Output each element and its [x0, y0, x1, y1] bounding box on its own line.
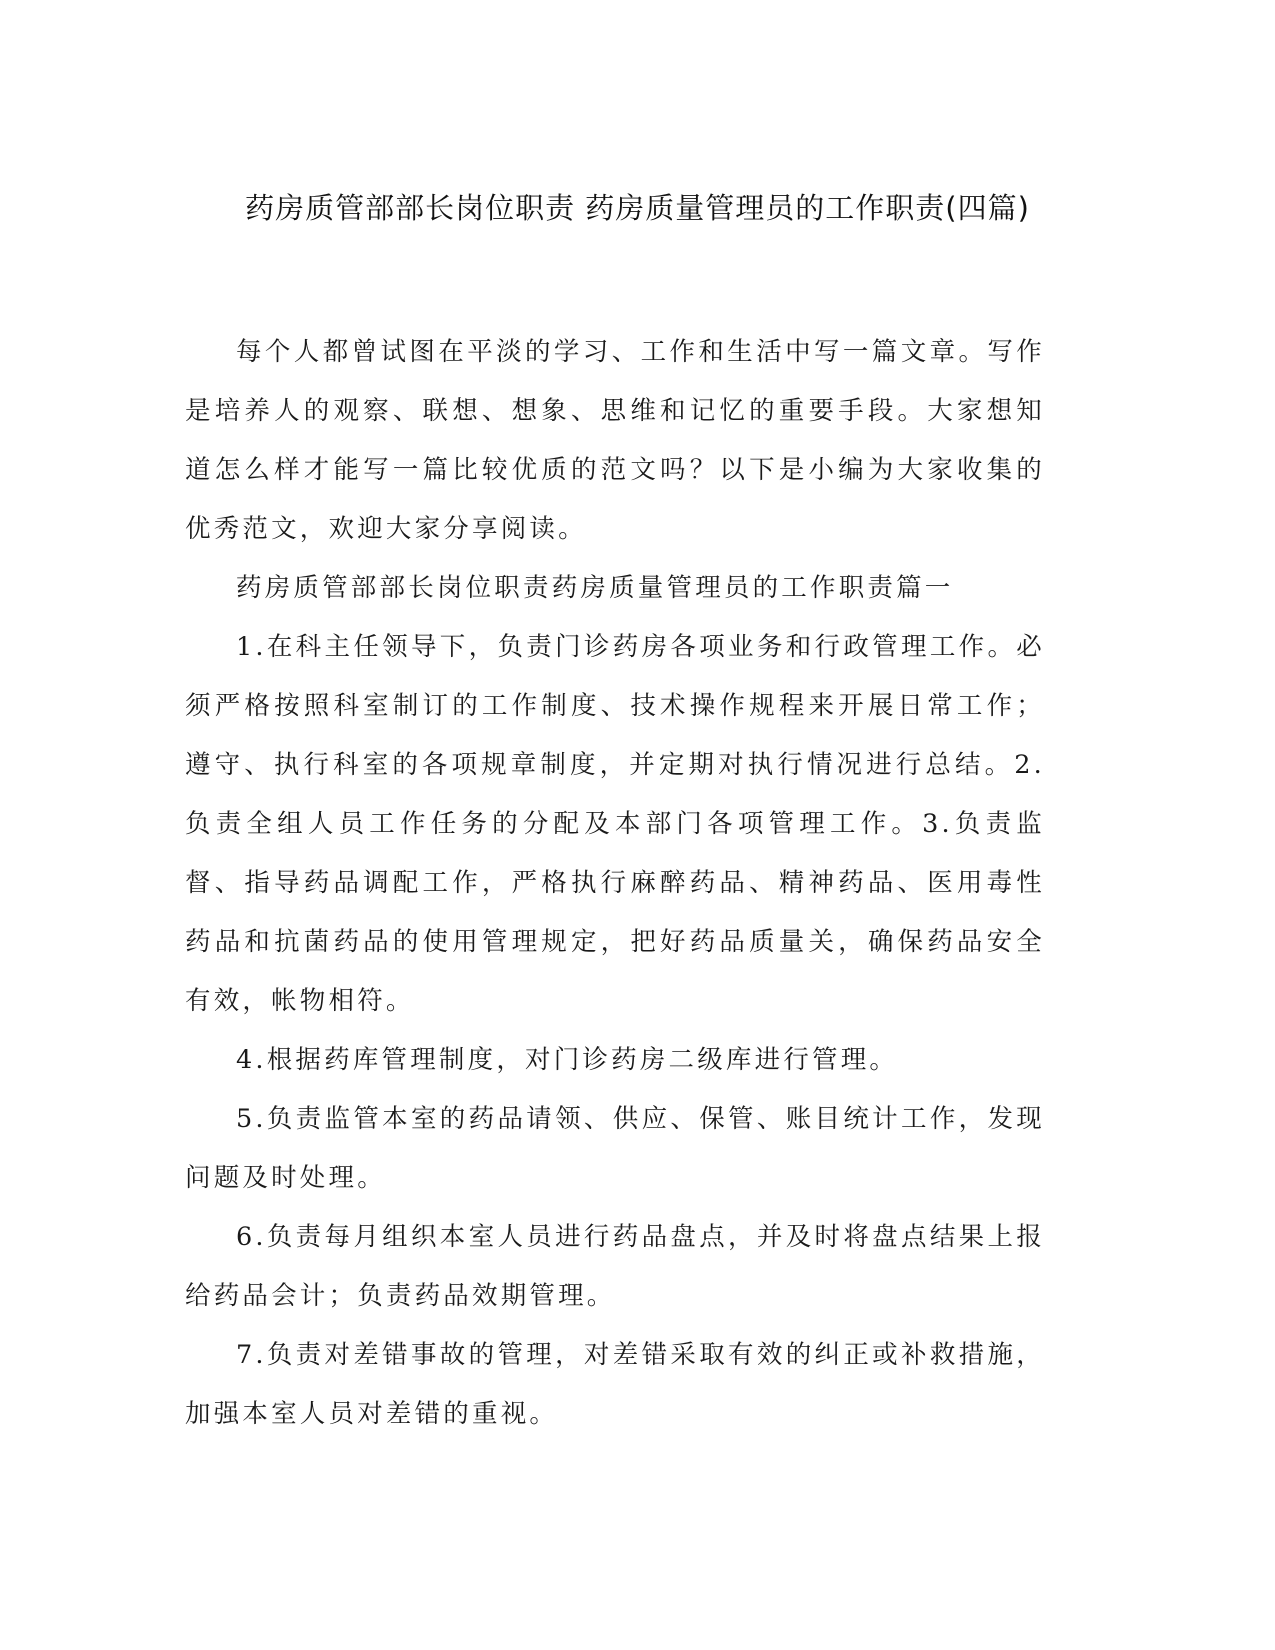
- duty-paragraph-1-3: 1.在科主任领导下，负责门诊药房各项业务和行政管理工作。必须严格按照科室制订的工作制度、技术操作规程来开展日常工作；遵守、执行科室的各项规章制度，并定期对执行情况进行总结。2.负责全组人员工作任务的分配及本部门各项管理工作。3.负责监督、指导药品调配工作，严格执行麻醉药品、精神药品、医用毒性药品和抗菌药品的使用管理规定，把好药品质量关，确保药品安全有效，帐物相符。: [185, 632, 1045, 1016]
- section-heading-paragraph: 药房质管部部长岗位职责药房质量管理员的工作职责篇一: [236, 573, 954, 603]
- duty-paragraph-7: 7.负责对差错事故的管理，对差错采取有效的纠正或补救措施，加强本室人员对差错的重视。: [185, 1340, 1045, 1429]
- duty-paragraph-4: 4.根据药库管理制度，对门诊药房二级库进行管理。: [236, 1045, 899, 1075]
- document-body: [185, 323, 1045, 1444]
- document-title: 药房质管部部长岗位职责 药房质量管理员的工作职责(四篇): [245, 191, 1030, 225]
- intro-paragraph: 每个人都曾试图在平淡的学习、工作和生活中写一篇文章。写作是培养人的观察、联想、想象、思维和记忆的重要手段。大家想知道怎么样才能写一篇比较优质的范文吗？以下是小编为大家收集的优秀范文，欢迎大家分享阅读。: [185, 337, 1045, 544]
- duty-paragraph-5: 5.负责监管本室的药品请领、供应、保管、账目统计工作，发现问题及时处理。: [185, 1104, 1045, 1193]
- duty-paragraph-6: 6.负责每月组织本室人员进行药品盘点，并及时将盘点结果上报给药品会计；负责药品效期管理。: [185, 1222, 1045, 1311]
